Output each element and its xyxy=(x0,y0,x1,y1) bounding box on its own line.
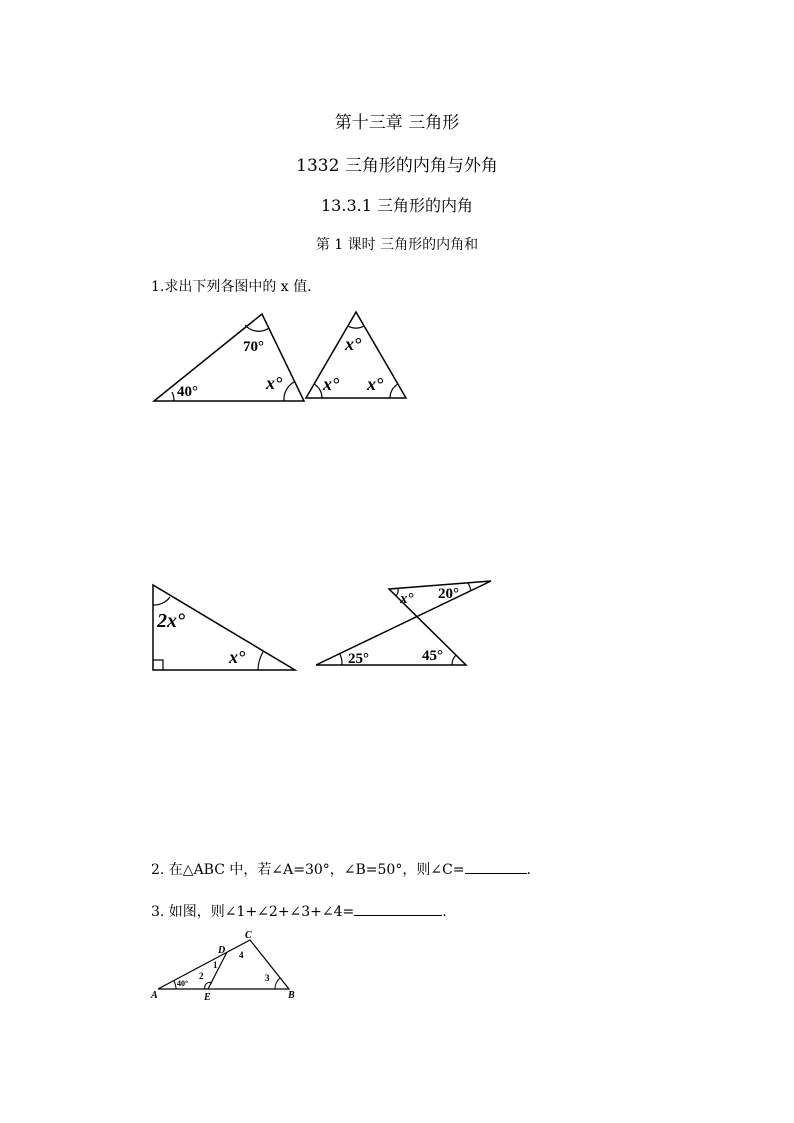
fig-1c-angle-right-label: x° xyxy=(229,647,246,667)
question-2-end: . xyxy=(526,862,531,878)
fig-1b-angle-left-label: x° xyxy=(323,374,340,394)
lesson-title: 第 1 课时 三角形的内角和 xyxy=(315,237,479,253)
angle-4-label: 4 xyxy=(239,950,244,960)
fig-1a-angle-right-label: x° xyxy=(266,373,283,393)
angle-40-label: 40° xyxy=(177,979,189,988)
fig-1d-angle-lower-left-label: 25° xyxy=(348,651,369,667)
question-1-text: 1.求出下列各图中的 x 值. xyxy=(151,279,312,295)
angle-3-label: 3 xyxy=(265,973,270,983)
fig-1a-angle-top-label: 70° xyxy=(243,339,264,355)
fig-1d-angle-upper-left-label: x° xyxy=(400,591,414,607)
question-3-end: . xyxy=(442,904,447,920)
fig-1c-angle-top-label: 2x° xyxy=(157,610,185,632)
fig-1d-angle-upper-right-label: 20° xyxy=(438,586,459,602)
angle-2-label: 2 xyxy=(199,971,204,981)
point-d-label: D xyxy=(218,945,226,956)
point-e-label: E xyxy=(204,992,211,1003)
section-title: 1332 三角形的内角与外角 xyxy=(296,156,498,176)
fig-1b-angle-right-label: x° xyxy=(367,374,384,394)
angle-1-label: 1 xyxy=(213,960,218,970)
point-c-label: C xyxy=(245,930,252,941)
fig-1d-angle-lower-right-label: 45° xyxy=(422,648,443,664)
point-a-label: A xyxy=(151,990,158,1001)
fig-1a-angle-left-label: 40° xyxy=(177,384,198,400)
chapter-title: 第十三章 三角形 xyxy=(334,113,460,133)
subsection-title: 13.3.1 三角形的内角 xyxy=(321,196,473,215)
point-b-label: B xyxy=(288,990,295,1001)
question-2-text: 2. 在△ABC 中，若∠A=30°，∠B=50°，则∠C= xyxy=(151,862,465,878)
question-3-text: 3. 如图，则∠1+∠2+∠3+∠4= xyxy=(151,904,355,920)
fig-1b-angle-top-label: x° xyxy=(345,334,362,354)
